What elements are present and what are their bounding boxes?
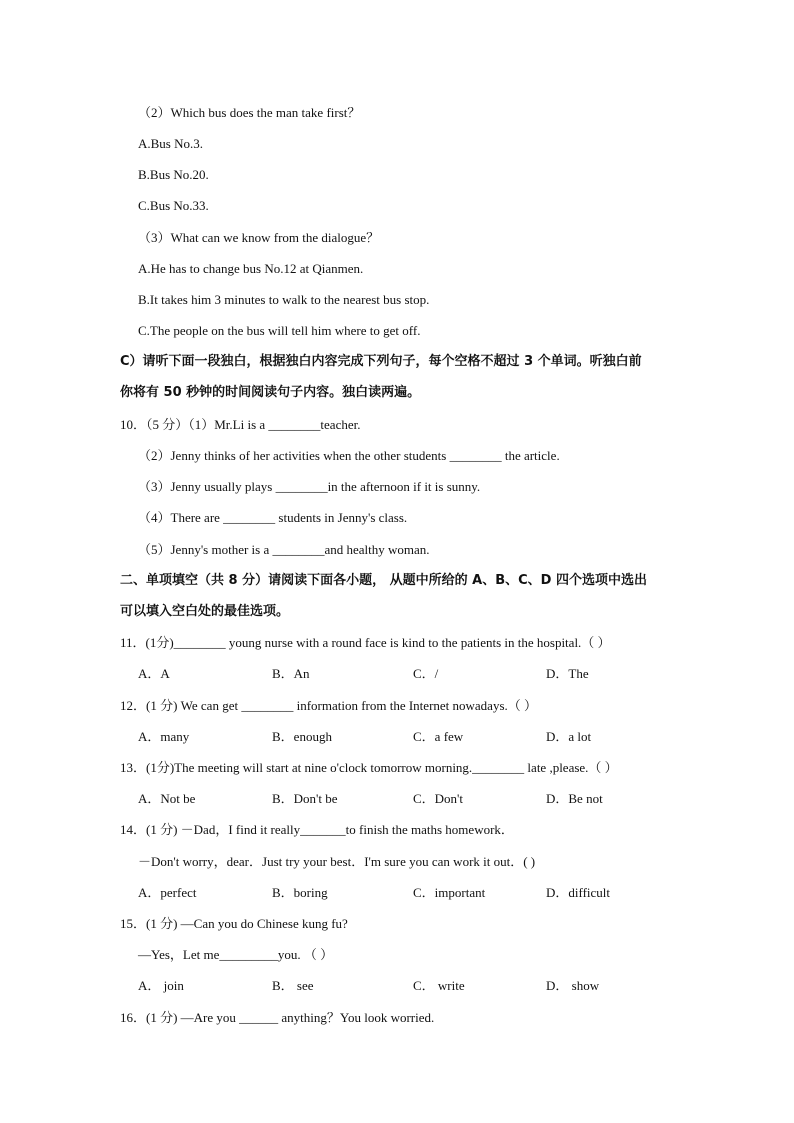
option-b: B．enough <box>272 729 332 744</box>
option-a: A．Not be <box>138 791 196 806</box>
option-a: A．perfect <box>138 885 197 900</box>
section-instruction: C）请听下面一段独白，根据独白内容完成下列句子，每个空格不超过 3 个单词。听独白前 <box>120 354 642 369</box>
option-c: C．important <box>413 885 486 900</box>
question-stem: （2）Which bus does the man take first？ <box>138 105 361 120</box>
question-10-item: （4）There are ________ students in Jenny's class. <box>138 510 408 525</box>
option-a: A． join <box>138 978 184 993</box>
option-a: A．A <box>138 666 170 681</box>
option-b: B．Don't be <box>272 791 338 806</box>
section-heading: 二、单项填空（共 8 分）请阅读下面各小题， 从题中所给的 A、B、C、D 四个选项中选出 <box>120 573 647 588</box>
option-c: C.The people on the bus will tell him where to get off. <box>138 323 421 338</box>
question-10-item: （2）Jenny thinks of her activities when the other students ________ the article. <box>138 448 560 463</box>
question-stem: 16．(1 分) —Are you ______ anything？You look worried. <box>120 1010 435 1025</box>
question-stem-continued: －Don't worry，dear．Just try your best．I'm sure you can work it out．( ) <box>138 854 536 869</box>
question-stem: 13．(1分)The meeting will start at nine o'clock tomorrow morning.________ late ,please.（ ） <box>120 760 618 775</box>
option-a: A.Bus No.3. <box>138 136 204 151</box>
option-b: B． see <box>272 978 314 993</box>
option-a: A．many <box>138 729 190 744</box>
question-10: 10．（5 分）（1）Mr.Li is a ________teacher. <box>120 417 361 432</box>
option-c: C.Bus No.33. <box>138 198 209 213</box>
option-b: B．boring <box>272 885 328 900</box>
section-heading: 可以填入空白处的最佳选项。 <box>120 604 290 619</box>
question-10-item: （5）Jenny's mother is a ________and healthy woman. <box>138 542 430 557</box>
option-c: C．Don't <box>413 791 464 806</box>
question-stem: 11．(1分)________ young nurse with a round face is kind to the patients in the hospital.（ ） <box>120 635 611 650</box>
option-b: B.Bus No.20. <box>138 167 209 182</box>
question-10-item: （3）Jenny usually plays ________in the afternoon if it is sunny. <box>138 479 481 494</box>
option-c: C． write <box>413 978 465 993</box>
option-d: D． show <box>546 978 600 993</box>
question-stem: （3）What can we know from the dialogue？ <box>138 230 380 245</box>
option-d: D．difficult <box>546 885 611 900</box>
question-stem: 15．(1 分) —Can you do Chinese kung fu? <box>120 916 348 931</box>
option-d: D．The <box>546 666 589 681</box>
question-stem: 12．(1 分) We can get ________ information from the Internet nowadays.（ ） <box>120 698 538 713</box>
option-a: A.He has to change bus No.12 at Qianmen. <box>138 261 364 276</box>
option-d: D．a lot <box>546 729 592 744</box>
question-stem-continued: —Yes，Let me_________you. （ ） <box>138 947 334 962</box>
question-stem: 14．(1 分) －Dad，I find it really_______to finish the maths homework． <box>120 822 514 837</box>
section-instruction: 你将有 50 秒钟的时间阅读句子内容。独白读两遍。 <box>120 385 421 400</box>
option-d: D．Be not <box>546 791 603 806</box>
option-c: C．/ <box>413 666 439 681</box>
option-b: B.It takes him 3 minutes to walk to the nearest bus stop. <box>138 292 430 307</box>
option-b: B．An <box>272 666 310 681</box>
option-c: C．a few <box>413 729 464 744</box>
